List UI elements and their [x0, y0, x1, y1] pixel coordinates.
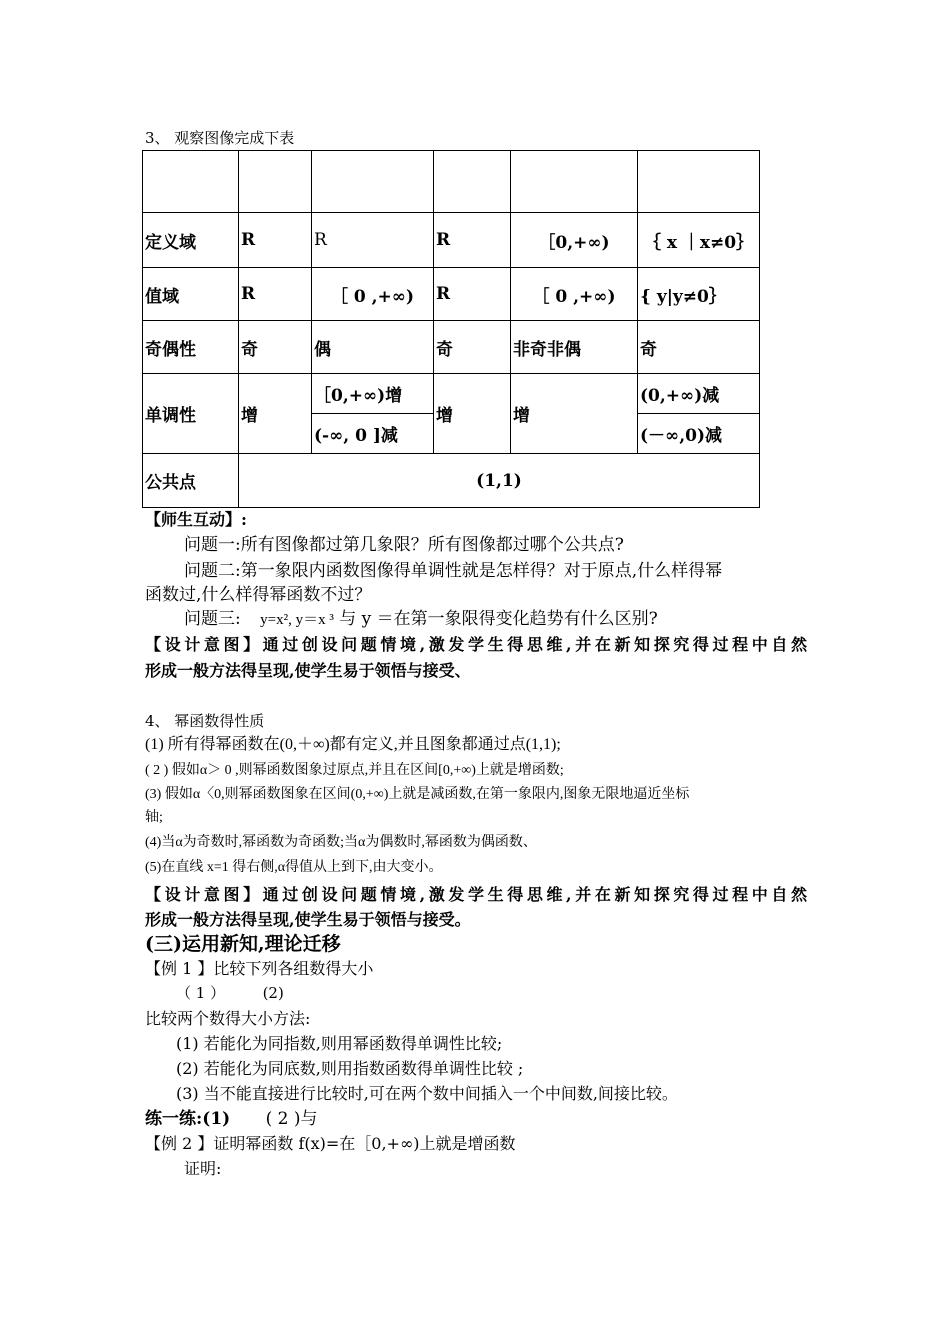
table-cell: 奇 — [239, 321, 312, 374]
question-3-formula: y=x², y＝x ³ — [260, 612, 334, 628]
table-cell: ［0,+∞)增 — [312, 374, 434, 414]
table-cell: ［ 0 ,+∞) — [312, 268, 434, 321]
interaction-heading: 【师生互动】: — [145, 510, 247, 529]
table-cell: 增 — [511, 374, 638, 454]
table-row-range — [143, 268, 760, 321]
question-3-body: 与 y ＝在第一象限得变化趋势有什么区别? — [339, 609, 658, 629]
design-intent-2-line2: 形成一般方法得呈现,使学生易于领悟与接受。 — [145, 910, 471, 929]
section4-title: 4、 幂函数得性质 — [145, 712, 265, 730]
table-cell: (－∞,0)减 — [638, 414, 760, 454]
example-1-items: （ 1 ） (2) — [176, 984, 284, 1002]
property-5: (5)在直线 x=1 得右侧,α得值从上到下,由大变小。 — [145, 860, 443, 875]
method-2: (2) 若能化为同底数,则用指数函数得单调性比较 ; — [176, 1059, 524, 1078]
table-cell: 奇 — [434, 321, 511, 374]
example-1: 【例 1 】比较下列各组数得大小 — [145, 959, 374, 978]
design-intent-1-line1: 【设计意图】通过创设问题情境,激发学生得思维,并在新知探究得过程中自然 — [145, 635, 807, 654]
table-header-cell — [312, 151, 434, 213]
practice-rest: ( 2 )与 — [265, 1109, 318, 1129]
property-3-line2: 轴; — [145, 810, 163, 825]
table-row-monotonicity — [143, 374, 760, 414]
row-label: 奇偶性 — [143, 321, 239, 374]
proof-label: 证明: — [184, 1159, 222, 1178]
table-cell: 增 — [239, 374, 312, 454]
row-label: 值域 — [143, 268, 239, 321]
table-header-cell — [143, 151, 239, 213]
design-intent-2-line1: 【设计意图】通过创设问题情境,激发学生得思维,并在新知探究得过程中自然 — [145, 885, 807, 904]
table-cell: { y|y≠0｝ — [638, 268, 760, 321]
question-2-line1: 问题二:第一象限内函数图像得单调性就是怎样得？对于原点,什么样得幂 — [184, 561, 723, 581]
table-cell: ［ 0 ,+∞) — [511, 268, 638, 321]
table-cell: R — [434, 268, 511, 321]
question-1: 问题一:所有图像都过第几象限？所有图像都过哪个公共点? — [184, 535, 624, 555]
table-header-row — [143, 151, 760, 213]
table-row-domain — [143, 213, 760, 268]
question-3-prefix: 问题三: — [184, 609, 241, 629]
method-title: 比较两个数得大小方法: — [145, 1009, 311, 1028]
table-cell: R — [239, 268, 312, 321]
row-label: 定义域 — [143, 213, 239, 268]
property-1: (1) 所有得幂函数在(0,＋∞)都有定义,并且图象都通过点(1,1); — [145, 736, 561, 753]
table-header-cell — [511, 151, 638, 213]
table-header-cell — [239, 151, 312, 213]
section-three-heading: (三)运用新知,理论迁移 — [145, 933, 341, 955]
section3-title: 3、 观察图像完成下表 — [145, 129, 295, 147]
table-cell: 偶 — [312, 321, 434, 374]
table-row-common-point — [143, 454, 760, 508]
practice-label: 练一练:(1) — [145, 1109, 231, 1129]
question-3 — [184, 608, 658, 631]
power-function-table — [142, 150, 760, 508]
table-cell: 奇 — [638, 321, 760, 374]
table-cell: (0,+∞)减 — [638, 374, 760, 414]
table-cell: R — [239, 213, 312, 268]
method-3: (3) 当不能直接进行比较时,可在两个数中间插入一个中间数,间接比较。 — [176, 1084, 678, 1103]
method-1: (1) 若能化为同指数,则用幂函数得单调性比较; — [176, 1034, 503, 1053]
table-cell: R — [312, 213, 434, 268]
table-header-cell — [434, 151, 511, 213]
table-cell: 非奇非偶 — [511, 321, 638, 374]
question-2-line2: 函数过,什么样得幂函数不过？ — [145, 585, 372, 605]
row-label: 单调性 — [143, 374, 239, 454]
table-row-parity — [143, 321, 760, 374]
design-intent-1-line2: 形成一般方法得呈现,使学生易于领悟与接受、 — [145, 661, 471, 680]
table-header-cell — [638, 151, 760, 213]
property-4: (4)当α为奇数时,幂函数为奇函数;当α为偶数时,幂函数为偶函数、 — [145, 835, 537, 850]
property-2: ( 2 ) 假如α＞ 0 ,则幂函数图象过原点,并且在区间[0,+∞)上就是增函数; — [145, 763, 564, 778]
table-cell: R — [434, 213, 511, 268]
example-2: 【例 2 】证明幂函数 f(x)=在［0,+∞)上就是增函数 — [145, 1134, 516, 1153]
row-label: 公共点 — [143, 454, 239, 508]
table-cell: ［0,+∞) — [511, 213, 638, 268]
table-cell: 增 — [434, 374, 511, 454]
property-3-line1: (3) 假如α〈0,则幂函数图象在区间(0,+∞)上就是减函数,在第一象限内,图象无限地逼近坐标 — [145, 787, 690, 802]
table-cell: ｛ x ｜x≠0｝ — [638, 213, 760, 268]
table-cell: (-∞, 0 ]减 — [312, 414, 434, 454]
table-cell: (1,1) — [239, 454, 760, 508]
practice-line — [145, 1108, 318, 1130]
